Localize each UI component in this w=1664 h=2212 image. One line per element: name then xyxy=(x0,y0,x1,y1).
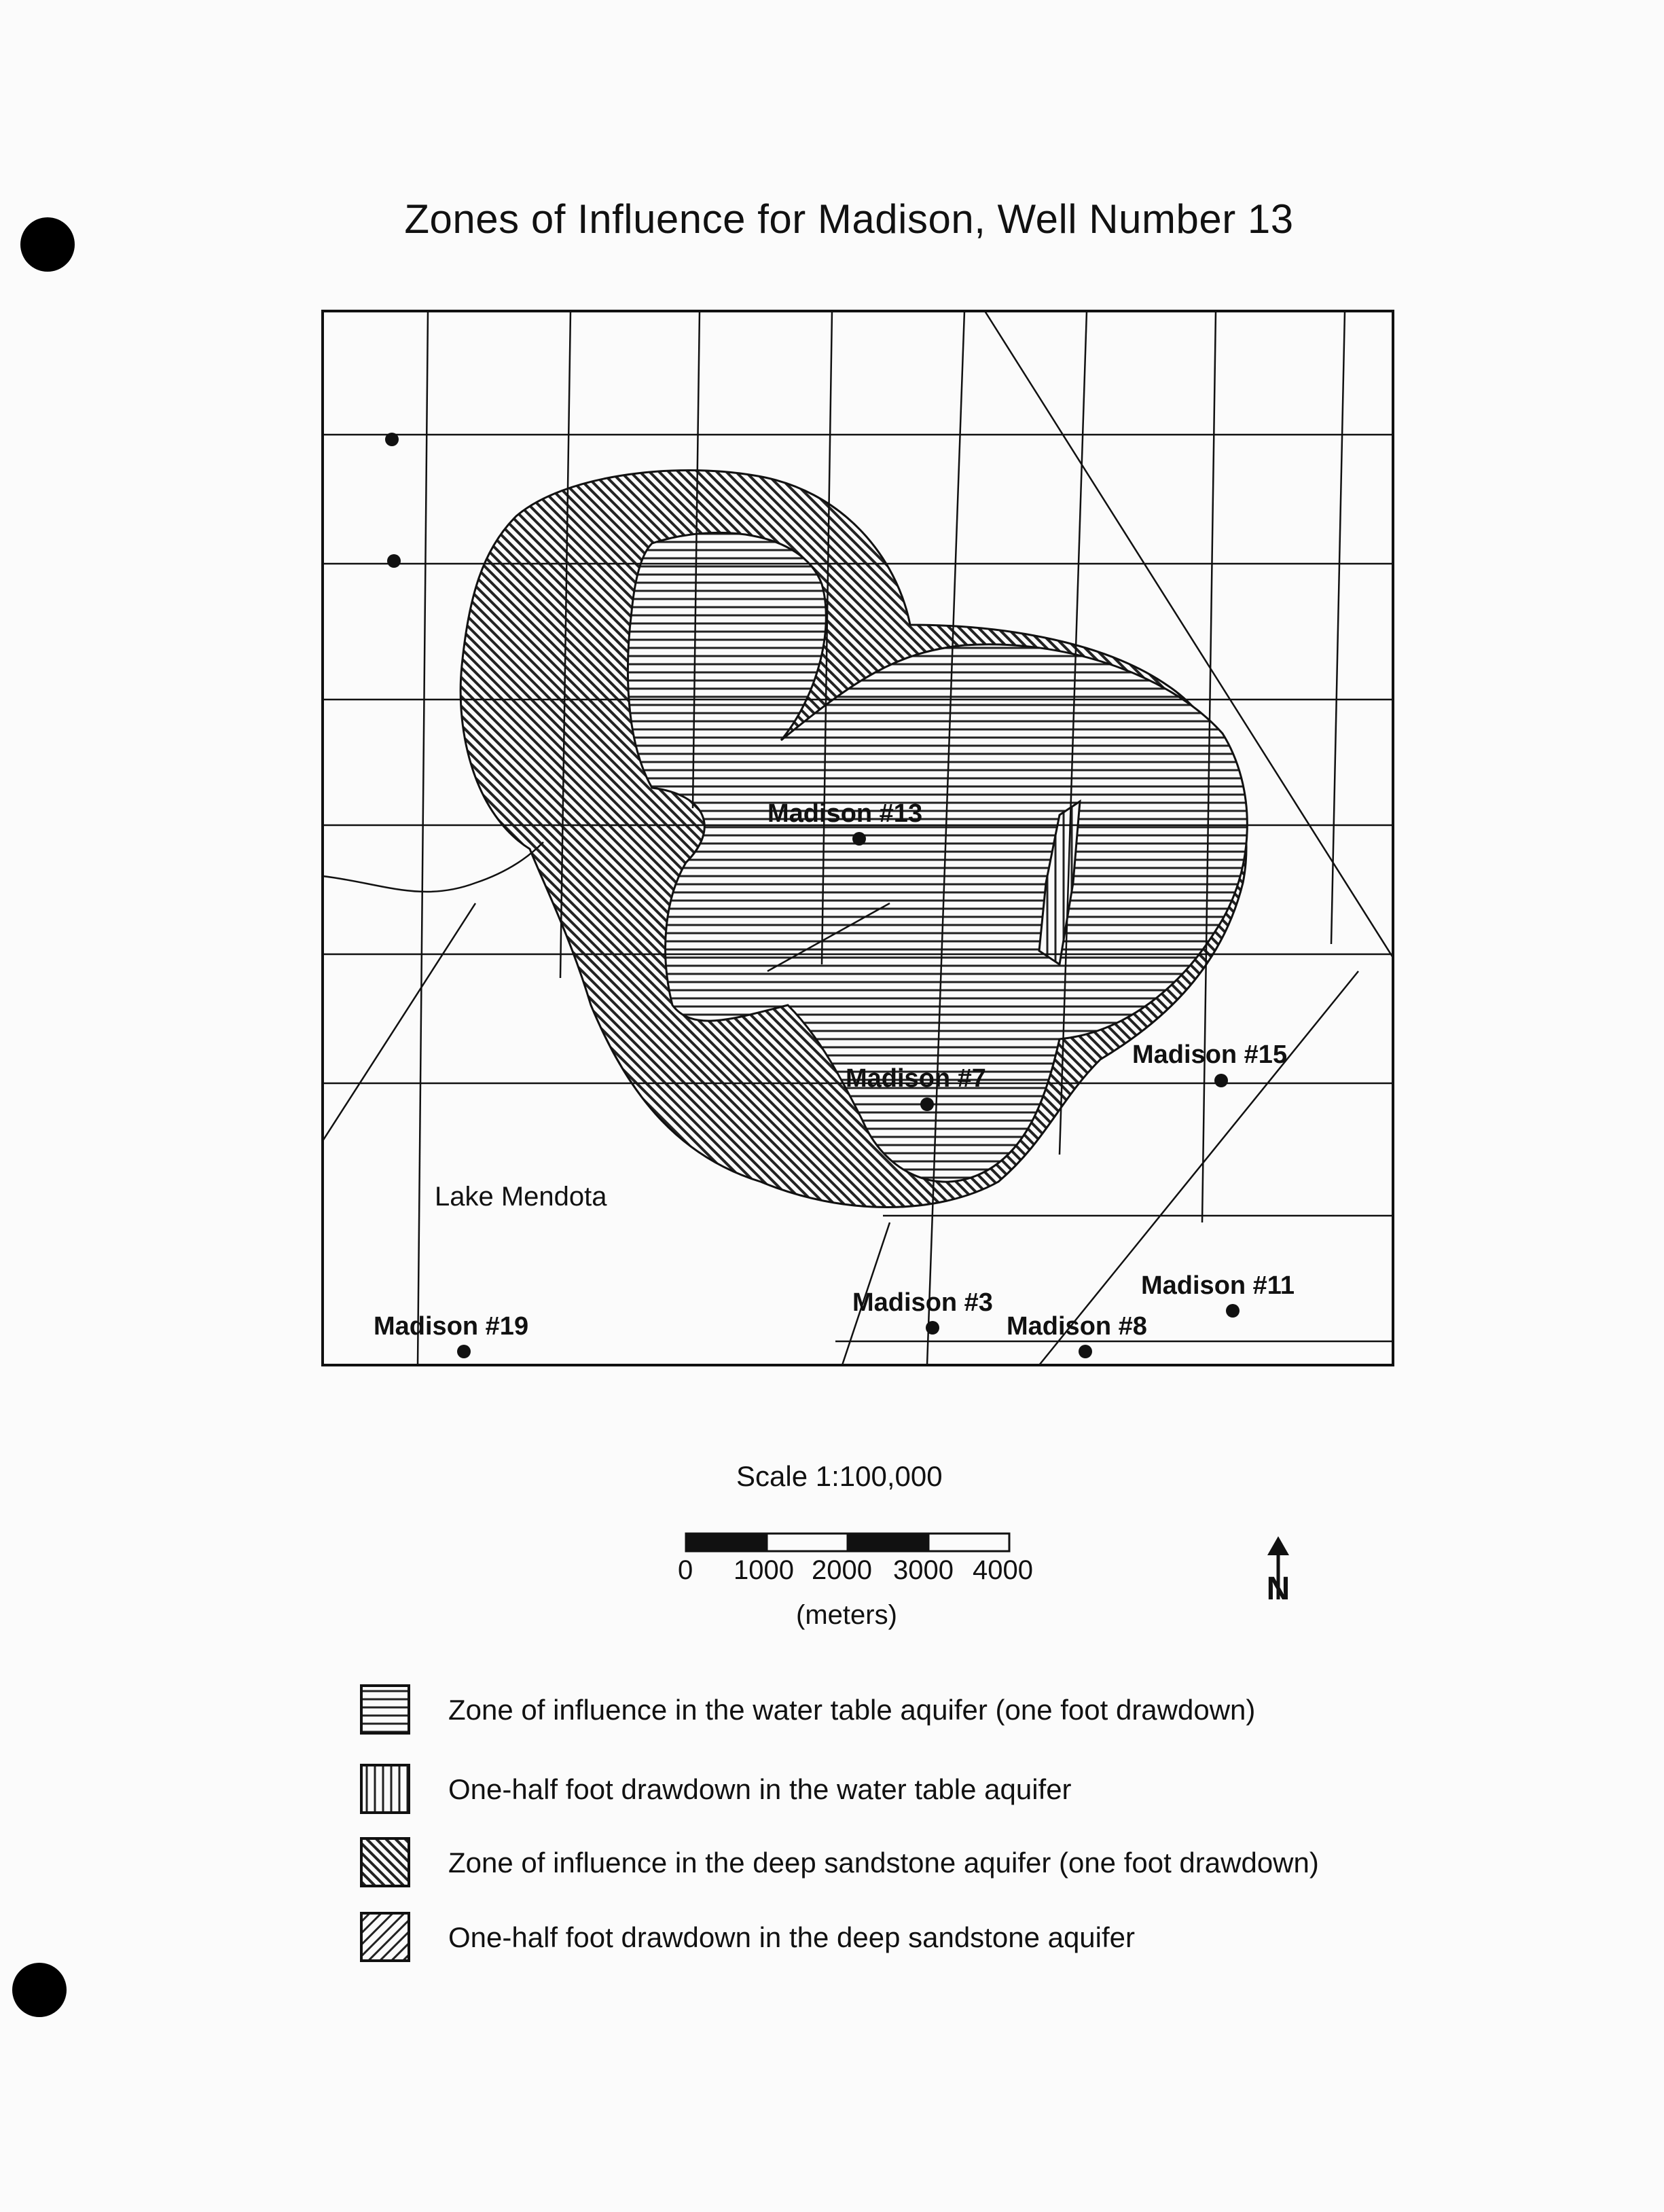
scale-tick: 2000 xyxy=(812,1555,872,1585)
legend-label: One-half foot drawdown in the water table aquifer xyxy=(448,1773,1072,1805)
scale-tick: 3000 xyxy=(893,1555,954,1585)
scale-bar xyxy=(686,1534,1009,1551)
lake-label: Lake Mendota xyxy=(435,1182,607,1212)
legend-label: One-half foot drawdown in the deep sandstone aquifer xyxy=(448,1921,1136,1953)
north-label: N xyxy=(1266,1571,1290,1607)
diagonal-lines-swatch xyxy=(360,1912,410,1962)
scale-units: (meters) xyxy=(796,1600,897,1630)
scale-tick: 0 xyxy=(678,1555,693,1585)
well-label-19: Madison #19 xyxy=(374,1312,529,1341)
legend-label: Zone of influence in the water table aquifer (one foot drawdown) xyxy=(448,1694,1256,1726)
well-marker-13 xyxy=(852,832,866,846)
well-marker-11 xyxy=(1226,1304,1240,1318)
well-marker-8 xyxy=(1079,1345,1092,1358)
scale-tick: 4000 xyxy=(973,1555,1033,1585)
north-arrow-icon xyxy=(1267,1536,1290,1607)
well-label-13: Madison #13 xyxy=(767,799,923,828)
well-label-3: Madison #3 xyxy=(852,1288,993,1317)
vertical-lines-swatch xyxy=(360,1764,410,1814)
punch-hole xyxy=(12,1963,67,2017)
map-title: Zones of Influence for Madison, Well Number 13 xyxy=(404,196,1294,242)
well-marker-3 xyxy=(926,1321,939,1335)
well-marker-15 xyxy=(1214,1074,1228,1087)
well-marker-19 xyxy=(457,1345,471,1358)
unnamed-well-marker xyxy=(385,433,399,446)
well-label-8: Madison #8 xyxy=(1007,1312,1147,1341)
scale-label: Scale 1:100,000 xyxy=(736,1460,943,1492)
well-label-7: Madison #7 xyxy=(846,1064,986,1093)
scale-tick: 1000 xyxy=(734,1555,794,1585)
horizontal-lines-swatch xyxy=(360,1684,410,1735)
well-label-11: Madison #11 xyxy=(1141,1271,1295,1300)
legend-label: Zone of influence in the deep sandstone aquifer (one foot drawdown) xyxy=(448,1847,1319,1879)
punch-hole xyxy=(20,217,75,272)
well-marker-7 xyxy=(920,1098,934,1111)
well-label-15: Madison #15 xyxy=(1132,1040,1288,1069)
dense-diagonal-lines-swatch xyxy=(360,1837,410,1887)
unnamed-well-marker xyxy=(387,554,401,568)
